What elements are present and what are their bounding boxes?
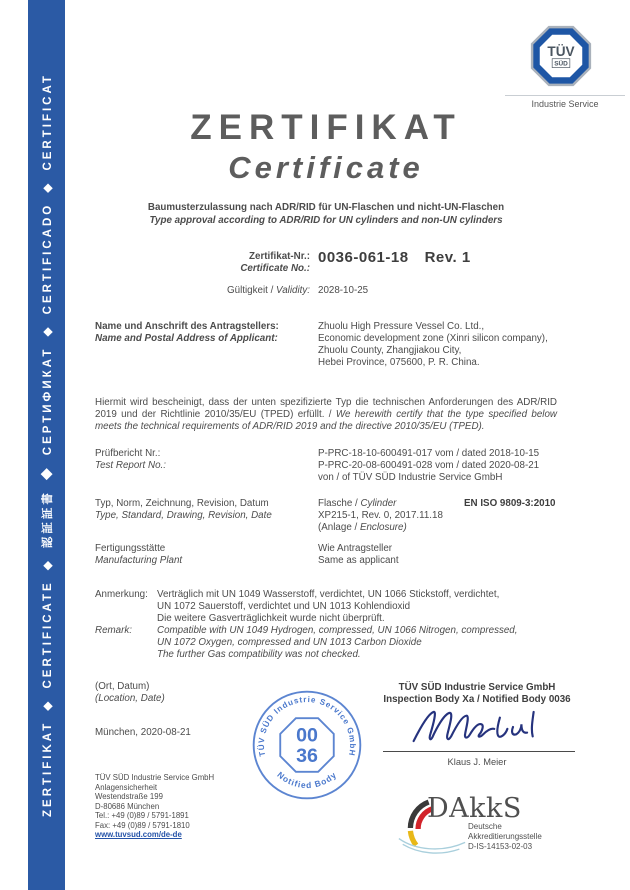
logo-tuv-text: TÜV: [547, 44, 575, 59]
inspection-body-org: TÜV SÜD Industrie Service GmbH: [398, 682, 556, 693]
validity-label: Gültigkeit / Validity:: [227, 285, 310, 296]
test-report-line: P-PRC-18-10-600491-017 vom / dated 2018-10-15: [318, 448, 540, 459]
revision: Rev. 1: [424, 249, 471, 266]
applicant-line: Hebei Province, 075600, P. R. China.: [318, 356, 480, 368]
stamp-number-top: 00: [296, 724, 318, 747]
page-title-de: ZERTIFIKAT: [190, 108, 462, 147]
test-report-label: Prüfbericht Nr.: Test Report No.:: [95, 448, 166, 471]
subtitle: [80, 202, 572, 227]
subtitle-de: Baumusterzulassung nach ADR/RID für UN-Flaschen und nicht-UN-Flaschen: [147, 202, 505, 213]
validity-value: 2028-10-25: [318, 285, 369, 296]
certificate-number-row: [95, 251, 565, 275]
page-title-en: Certificate: [228, 150, 424, 185]
type-label: Typ, Norm, Zeichnung, Revision, Datum Type, Standard, Drawing, Revision, Date: [95, 498, 272, 521]
tuv-sud-logo: [505, 22, 625, 109]
statement-de: Hiermit wird bescheinigt, dass der unten spezifizierte Typ die technischen Anforderungen des ADR/RID 2019 und der Richtlinie 2010/35/EU (TPED) erfüllt. /: [95, 396, 557, 420]
location-date-value: München, 2020-08-21: [95, 727, 191, 738]
inspection-body-id: Inspection Body Xa / Notified Body 0036: [383, 694, 571, 706]
applicant-line: Zhuolu High Pressure Vessel Co. Ltd.,: [318, 321, 485, 332]
signature-line: [383, 751, 575, 752]
remark-label-en: Remark:: [95, 624, 133, 636]
applicant-line: Economic development zone (Xinri silicon company),: [318, 332, 548, 344]
validity-row: [95, 285, 565, 297]
certificate-number-value: 0036-061-18 Rev. 1: [318, 249, 471, 266]
dakks-details: Deutsche Akkreditierungsstelle D-IS-14153-02-03: [468, 822, 542, 851]
test-report-line: von / of TÜV SÜD Industrie Service GmbH: [318, 471, 503, 483]
subtitle-en: Type approval according to ADR/RID for UN cylinders and non-UN cylinders: [149, 214, 503, 226]
issuer-line: Westendstraße 199: [95, 792, 163, 801]
plant-row: [95, 543, 565, 567]
remark-text-en: Compatible with UN 1049 Hydrogen, compressed, UN 1066 Nitrogen, compressed, UN 1072 Oxygen, compressed and UN 1013 Carbon Dioxide The further Gas compatibility was not checked.: [157, 624, 518, 660]
issuer-website-link[interactable]: www.tuvsud.com/de-de: [95, 830, 182, 839]
issuer-address-block: [95, 773, 214, 840]
logo-caption: Industrie Service: [531, 99, 599, 109]
issuer-line: Fax: +49 (0)89 / 5791-1810: [95, 820, 190, 830]
test-report-value: [318, 448, 539, 484]
stamp-ring-text: TÜV SÜD Industrie Service GmbH: [256, 694, 358, 758]
stamp-bottom-text: Notified Body: [275, 769, 339, 791]
test-report-line: P-PRC-20-08-600491-028 vom / dated 2020-08-21: [318, 459, 540, 471]
certification-statement: [95, 397, 557, 433]
plant-label: Fertigungsstätte Manufacturing Plant: [95, 543, 183, 566]
issuer-line: Anlagensicherheit: [95, 782, 157, 792]
certificate-side-band: [28, 0, 65, 890]
dakks-accreditation: [396, 793, 576, 859]
location-date-label: (Ort, Datum) (Location, Date): [95, 681, 165, 704]
logo-sud-text: SÜD: [554, 60, 568, 68]
stamp-number-bottom: 36: [296, 744, 318, 767]
plant-value: Wie Antragsteller Same as applicant: [318, 543, 399, 566]
issuer-line: Tel.: +49 (0)89 / 5791-1891: [95, 811, 189, 820]
applicant-row: [95, 321, 565, 369]
notified-body-stamp: [249, 687, 365, 803]
statement-en: We herewith certify that the type specified below meets the technical requirements of ADR/RID 2019 and the directive 2010/35/EU (TPED).: [95, 408, 557, 432]
applicant-line: Zhuolu County, Zhangjiakou City,: [318, 344, 462, 356]
logo-divider: [505, 95, 625, 96]
remark-text-de: Verträglich mit UN 1049 Wasserstoff, verdichtet, UN 1066 Stickstoff, verdichtet, UN 1072 Sauerstoff, verdichtet und UN 1013 Kohlendioxid Die weitere Gasverträglichkeit wurde nicht überprüft.: [157, 589, 500, 624]
issuer-line: TÜV SÜD Industrie Service GmbH: [95, 773, 215, 782]
remark-label-de: Anmerkung:: [95, 589, 148, 600]
signature-scribble: [408, 703, 558, 751]
issuer-line: D-80686 München: [95, 801, 160, 811]
standard-reference: EN ISO 9809-3:2010: [464, 498, 556, 509]
drawing-revision: XP215-1, Rev. 0, 2017.11.18: [318, 509, 443, 521]
band-text: ZERTIFIKAT ◆ CERTIFICATE ◆ 認証証書 ◆ СЕРТИФИКАТ ◆ CERTIFICADO ◆ CERTIFICAT: [41, 73, 54, 817]
dakks-wordmark: DAkkS: [427, 793, 522, 824]
signer-name: Klaus J. Meier: [447, 757, 507, 767]
type-value: Flasche / Cylinder XP215-1, Rev. 0, 2017.11.18 (Anlage / Enclosure): [318, 498, 456, 534]
tuv-octagon-icon: [527, 22, 595, 90]
remark-section: [95, 589, 565, 660]
test-report-row: [95, 448, 565, 484]
certificate-number-label: Zertifikat-Nr.: Certificate No.:: [240, 251, 310, 274]
applicant-label: Name und Anschrift des Antragstellers: Name and Postal Address of Applicant:: [95, 321, 279, 344]
type-row: [95, 498, 565, 534]
applicant-address: [318, 321, 548, 369]
